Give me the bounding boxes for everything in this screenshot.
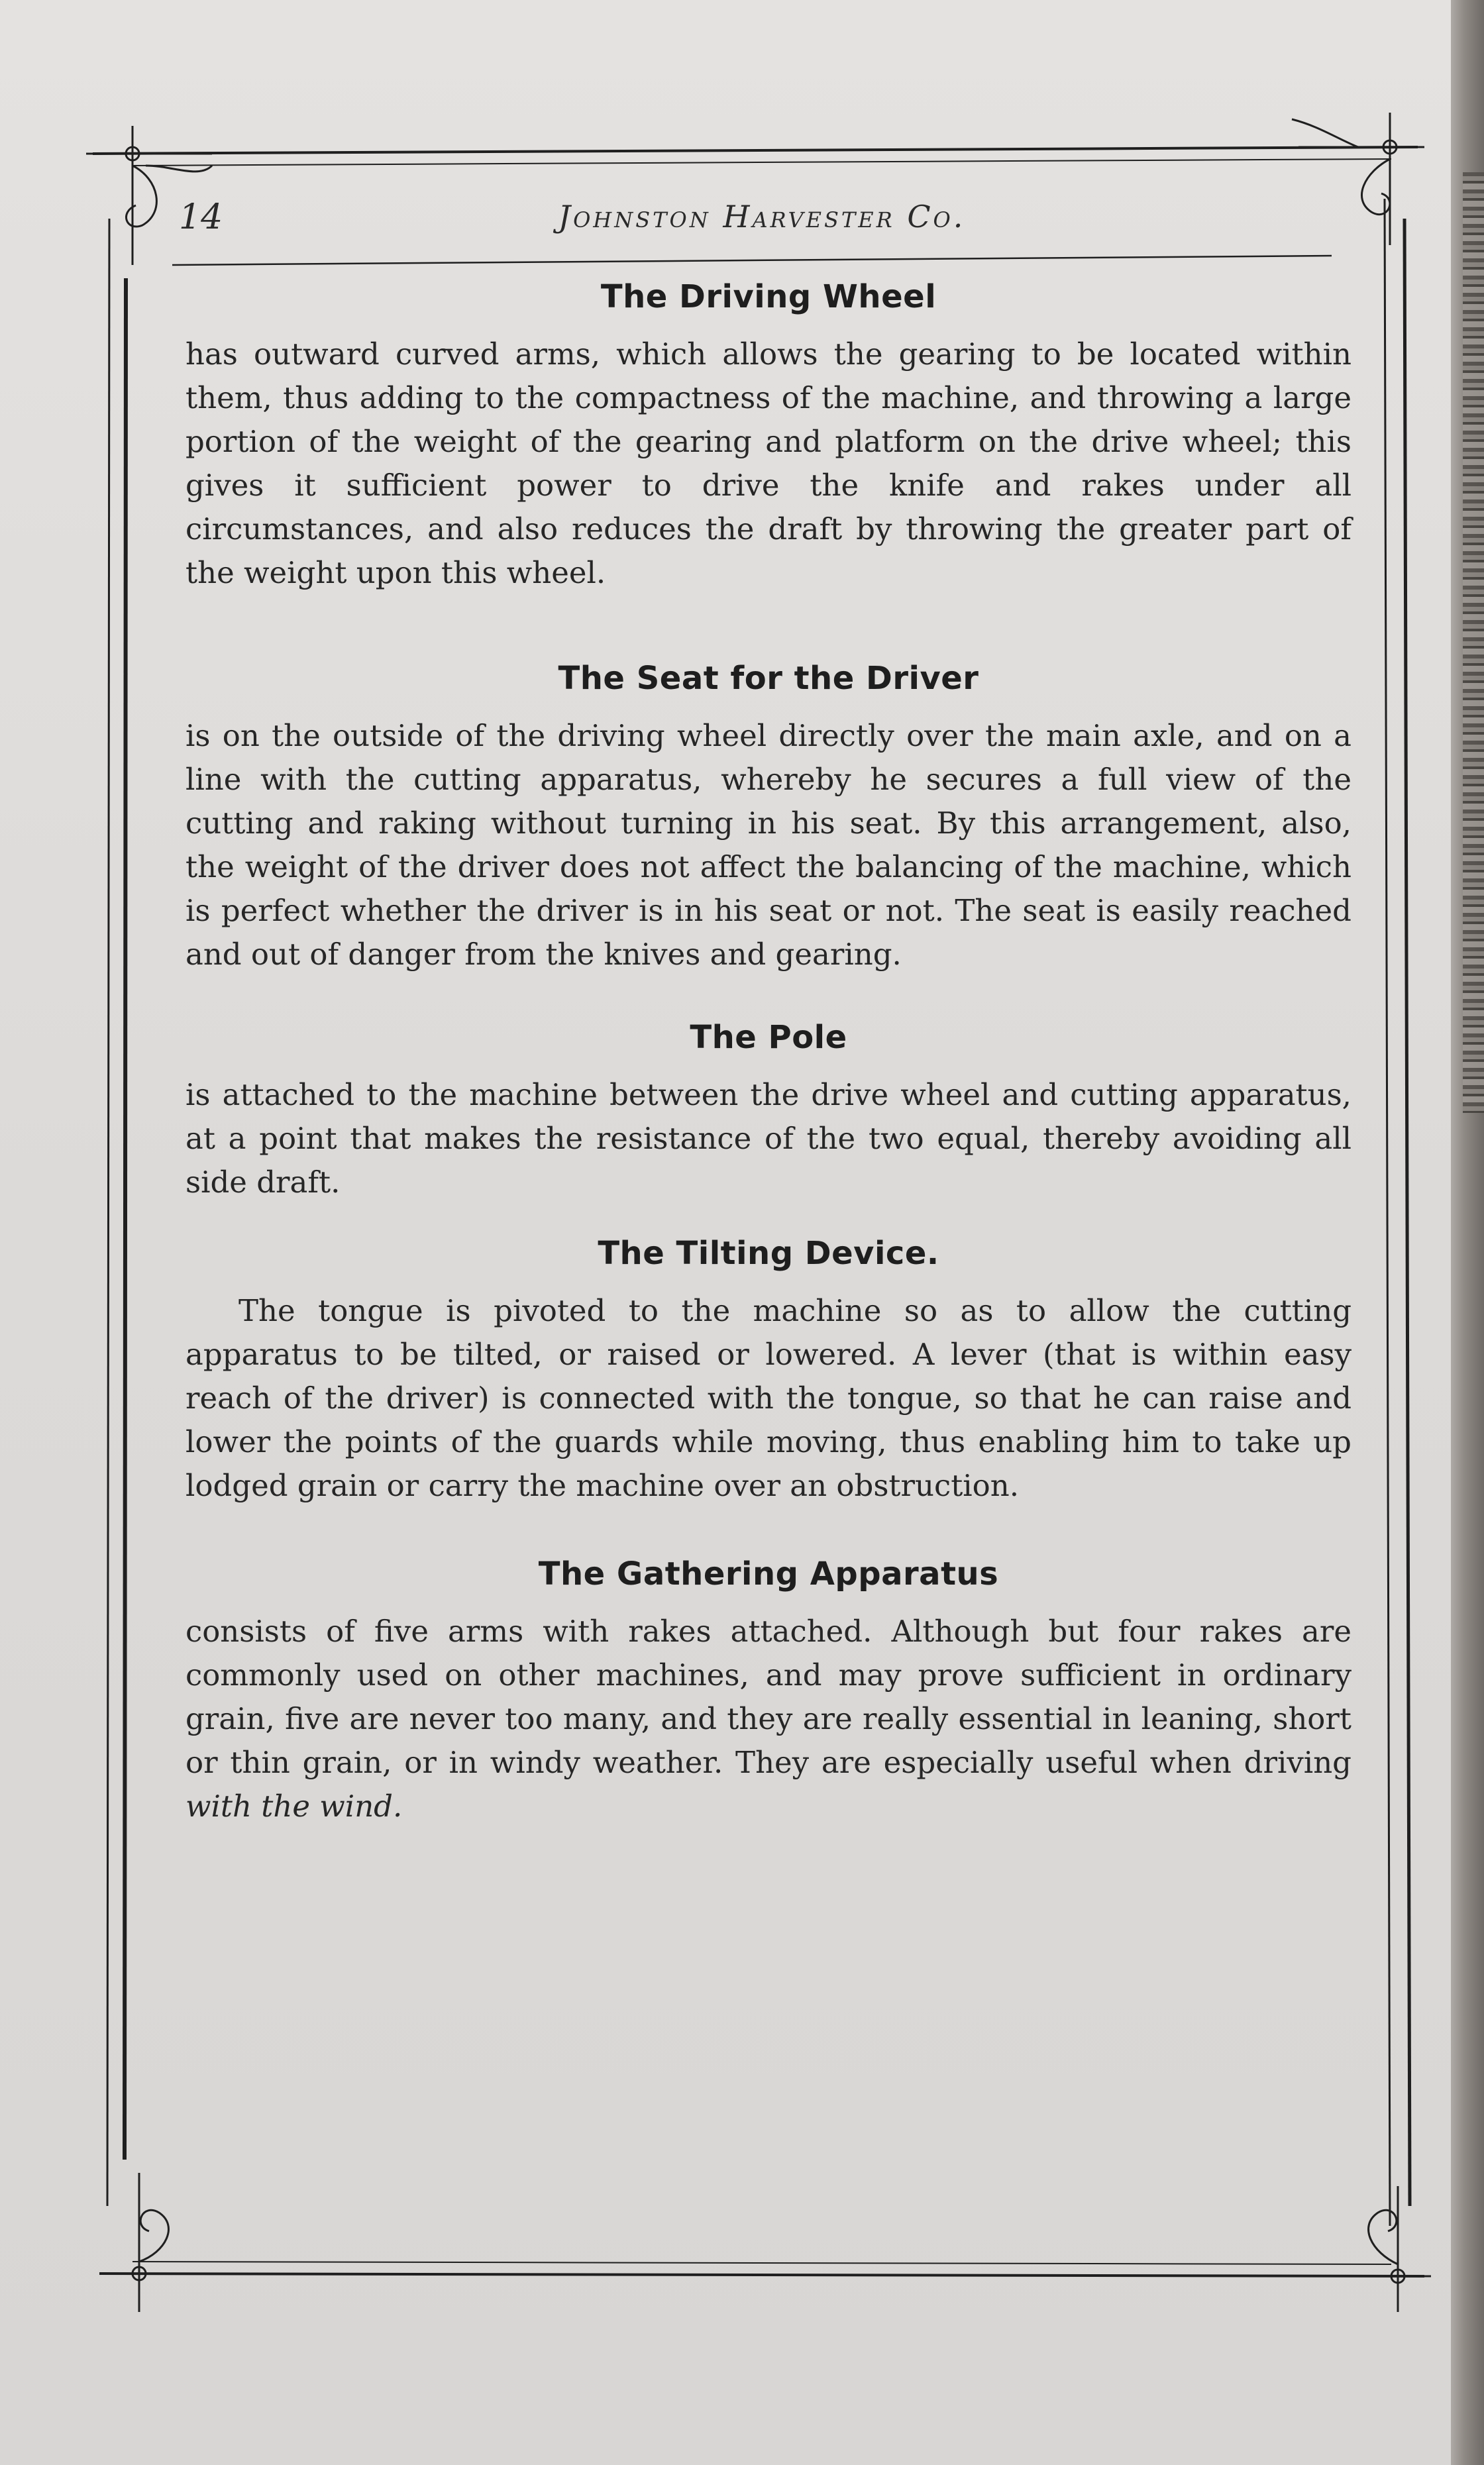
running-head: Johnston Harvester Co. (558, 199, 966, 235)
page-number: 14 (179, 197, 223, 237)
corner-ornament-bottom-left (99, 2173, 219, 2312)
section-heading: The Driving Wheel (600, 278, 937, 315)
section-seat-driver (186, 660, 1352, 976)
adjacent-page-engraving (1463, 172, 1484, 1113)
section-pole (186, 1019, 1352, 1204)
section-tilting-device (186, 1235, 1352, 1508)
page-header (179, 197, 1345, 250)
section-text: is on the outside of the driving wheel directly over the main axle, and on a line with the cutting apparatus, whereby he secures a full view of the cutting and raking without turning in his seat. By this arrangement, also, the weight of the driver does not affect the balancing of the machine, which is perfect whether the driver is in his seat or not. The seat is easily reached and out of danger from the knives and gearing. (186, 718, 1352, 972)
section-gathering-apparatus (186, 1555, 1352, 1828)
section-text (186, 1610, 1352, 1828)
section-driving-wheel (186, 278, 1352, 595)
section-text: has outward curved arms, which allows the gearing to be located within them, thus adding to the compactness of the machine, and throwing a large portion of the weight of the gearing and platform on the drive wheel; this gives it sufficient power to drive the knife and rakes under all circumstances, and also reduces the draft by throwing the greater part of the weight upon this wheel. (186, 337, 1352, 590)
section-heading: The Gathering Apparatus (538, 1555, 999, 1593)
section-heading: The Tilting Device. (598, 1235, 939, 1272)
section-text-italic: with the wind. (186, 1789, 403, 1824)
section-text: The tongue is pivoted to the machine so as to allow the cutting apparatus to be tilted, or raised or lowered. A lever (that is within easy reach of the driver) is connected with the tongue, so that he can raise and lower the points of the guards while moving, thus enabling him to take up lodged grain or carry the machine over an obstruction. (186, 1293, 1352, 1503)
section-heading: The Pole (690, 1019, 847, 1056)
section-heading: The Seat for the Driver (558, 660, 979, 697)
section-text-main: consists of five arms with rakes attached. Although but four rakes are commonly used on other machines, and may prove sufficient in ordinary grain, five are never too many, and they are really essential in leaning, short or thin grain, or in windy weather. They are especially useful when driving (186, 1614, 1352, 1780)
section-text: is attached to the machine between the drive wheel and cutting apparatus, at a point that makes the resistance of the two equal, thereby avoiding all side draft. (186, 1077, 1352, 1200)
